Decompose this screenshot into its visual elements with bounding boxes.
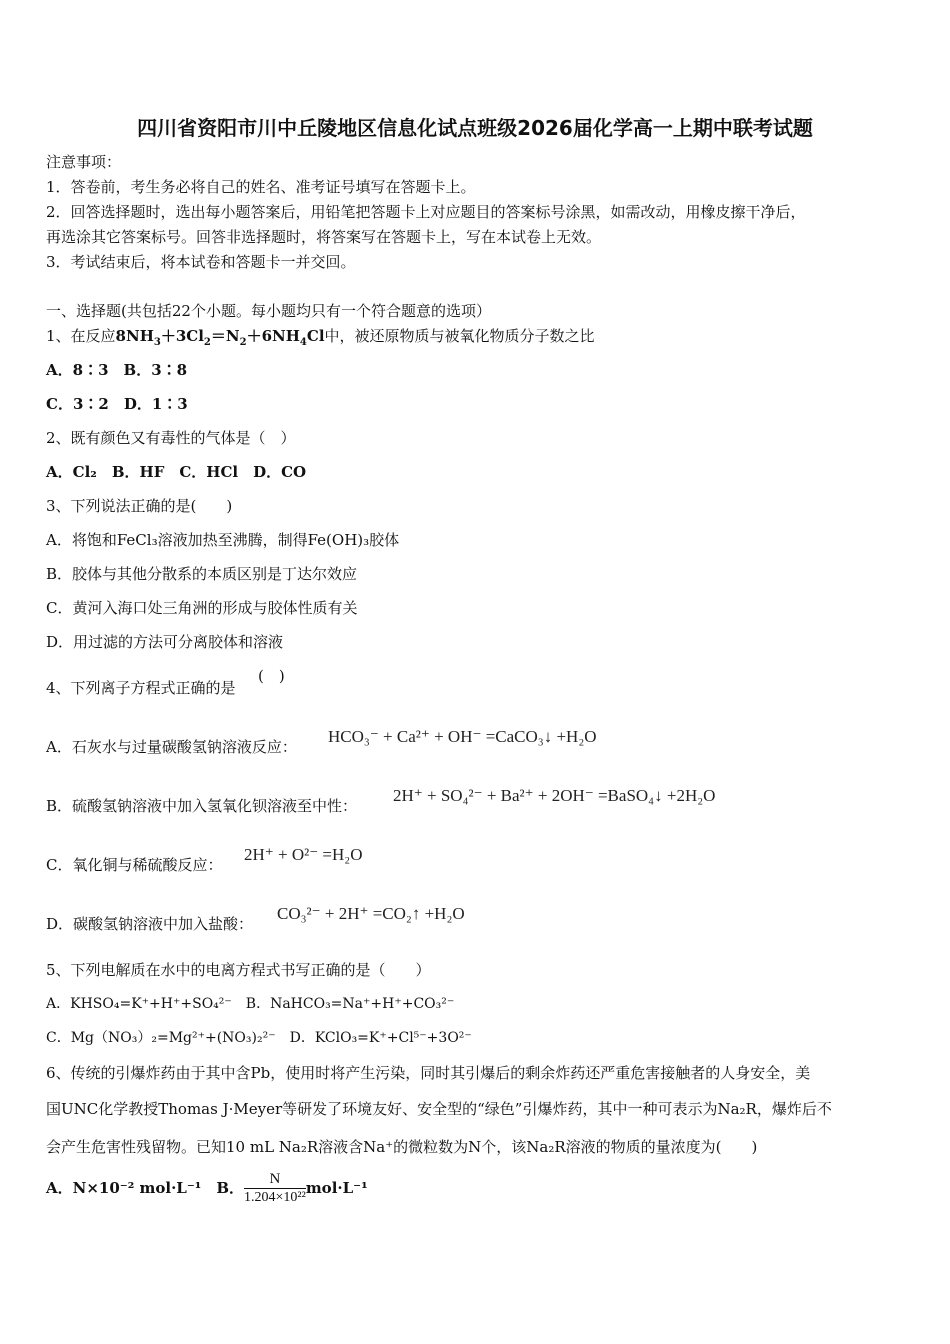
question-6-line-2: 国UNC化学教授Thomas J·Meyer等研发了环境友好、安全型的“绿色”引爆炸药，其中一种可表示为Na₂R，爆炸后不	[46, 1100, 832, 1118]
question-5-stem: 5、下列电解质在水中的电离方程式书写正确的是（ ）	[46, 961, 431, 979]
question-3-option-c: C．黄河入海口处三角洲的形成与胶体性质有关	[46, 599, 358, 617]
question-6-line-3: 会产生危害性残留物。已知10 mL Na₂R溶液含Na⁺的微粒数为N个，该Na₂R溶液的物质的量浓度为( )	[46, 1138, 758, 1156]
question-6-option-a: A．N×10⁻² mol·L⁻¹ B．	[46, 1179, 245, 1197]
fraction-numerator: N	[244, 1170, 306, 1189]
question-1-options-ab: A．8∶3 B．3∶8	[46, 361, 188, 379]
notice-item-2-cont: 再选涂其它答案标号。回答非选择题时，将答案写在答题卡上，写在本试卷上无效。	[46, 228, 602, 246]
question-6-line-1: 6、传统的引爆炸药由于其中含Pb，使用时将产生污染，同时其引爆后的剩余炸药还严重危害接触者的人身安全，美	[46, 1064, 811, 1082]
fraction-denominator: 1.204×10²²	[244, 1189, 306, 1205]
question-1-options-cd: C．3∶2 D．1∶3	[46, 395, 188, 413]
notice-item-2: 2．回答选择题时，选出每小题答案后，用铅笔把答题卡上对应题目的答案标号涂黑，如需改动，用橡皮擦干净后，	[46, 203, 806, 221]
question-2-options: A．Cl₂ B．HF C．HCl D．CO	[46, 463, 307, 481]
question-4-paren: ( )	[258, 667, 285, 685]
question-3-stem: 3、下列说法正确的是( )	[46, 497, 233, 515]
question-5-options-cd: C．Mg（NO₃）₂=Mg²⁺+(NO₃)₂²⁻ D．KClO₃=K⁺+Cl⁵⁻+3O²⁻	[46, 1030, 472, 1046]
question-2-stem: 2、既有颜色又有毒性的气体是（ ）	[46, 429, 296, 447]
notice-item-1: 1．答卷前，考生务必将自己的姓名、准考证号填写在答题卡上。	[46, 178, 476, 196]
question-3-option-d: D．用过滤的方法可分离胶体和溶液	[46, 633, 284, 651]
question-4-stem: 4、下列离子方程式正确的是	[46, 679, 236, 697]
section-heading: 一、选择题(共包括22个小题。每小题均只有一个符合题意的选项）	[46, 302, 491, 320]
question-4-equation-b: 2H⁺ + SO₄²⁻ + Ba²⁺ + 2OH⁻ =BaSO₄↓ +2H₂O	[393, 786, 716, 805]
page-title: 四川省资阳市川中丘陵地区信息化试点班级2026届化学高一上期中联考试题	[137, 116, 813, 140]
question-3-option-b: B．胶体与其他分散系的本质区别是丁达尔效应	[46, 565, 358, 583]
question-4-option-c: C．氧化铜与稀硫酸反应：	[46, 856, 223, 874]
question-6-option-b-unit: mol·L⁻¹	[305, 1179, 368, 1197]
notice-item-3: 3．考试结束后，将本试卷和答题卡一并交回。	[46, 253, 356, 271]
question-1-stem: 1、在反应$8NH_3+3Cl_2=N_2+6NH_4Cl$中，被还原物质与被氧化物质分子数之比	[46, 327, 595, 348]
fraction	[244, 1170, 306, 1207]
notice-heading: 注意事项：	[46, 153, 122, 171]
question-4-option-d: D．碳酸氢钠溶液中加入盐酸：	[46, 915, 254, 933]
question-4-option-a: A．石灰水与过量碳酸氢钠溶液反应：	[46, 738, 297, 756]
question-4-equation-c: 2H⁺ + O²⁻ =H₂O	[244, 845, 363, 864]
question-4-equation-a: HCO₃⁻ + Ca²⁺ + OH⁻ =CaCO₃↓ +H₂O	[328, 727, 597, 746]
question-6-options	[46, 1168, 368, 1208]
question-4-option-b: B．硫酸氢钠溶液中加入氢氧化钡溶液至中性：	[46, 797, 358, 815]
question-4-equation-d: CO₃²⁻ + 2H⁺ =CO₂↑ +H₂O	[277, 904, 465, 923]
question-5-options-ab: A．KHSO₄=K⁺+H⁺+SO₄²⁻ B．NaHCO₃=Na⁺+H⁺+CO₃²⁻	[46, 996, 455, 1012]
question-3-option-a: A．将饱和FeCl₃溶液加热至沸腾，制得Fe(OH)₃胶体	[46, 531, 400, 549]
